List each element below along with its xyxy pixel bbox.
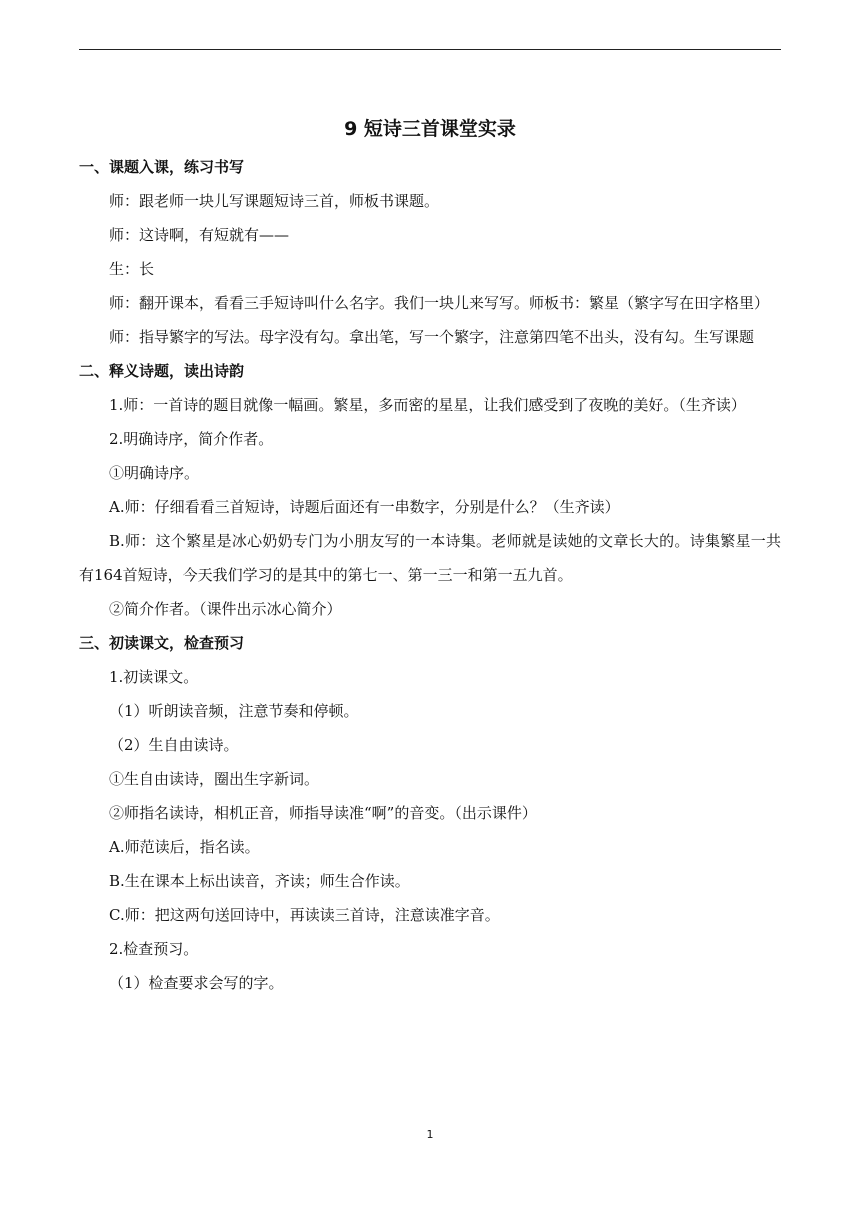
paragraph: 2.检查预习。 [109, 940, 199, 958]
paragraph: ①生自由读诗，圈出生字新词。 [109, 770, 320, 788]
paragraph: 师：翻开课本，看看三手短诗叫什么名字。我们一块儿来写写。师板书：繁星（繁字写在田字格里） [109, 294, 770, 312]
paragraph: （1）检查要求会写的字。 [109, 974, 284, 992]
header-rule [79, 49, 781, 50]
section-heading: 一、课题入课，练习书写 [79, 158, 245, 176]
paragraph: A.师范读后，指名读。 [109, 838, 260, 856]
paragraph: 师：这诗啊，有短就有—— [109, 226, 290, 244]
document-body [79, 112, 781, 1000]
paragraph: （1）听朗读音频，注意节奏和停顿。 [109, 702, 359, 720]
section-heading: 三、初读课文，检查预习 [79, 634, 245, 652]
document-title: 9 短诗三首课堂实录 [344, 118, 516, 140]
paragraph: A.师：仔细看看三首短诗，诗题后面还有一串数字，分别是什么？（生齐读） [109, 498, 620, 516]
paragraph: B.师：这个繁星是冰心奶奶专门为小朋友写的一本诗集。老师就是读她的文章长大的。诗集繁星一共有164首短诗，今天我们学习的是其中的第七一、第一三一和第一五九首。 [79, 532, 781, 584]
paragraph: 师：跟老师一块儿写课题短诗三首，师板书课题。 [109, 192, 440, 210]
page-number: 1 [426, 1128, 434, 1141]
paragraph: ①明确诗序。 [109, 464, 200, 482]
paragraph: 1.初读课文。 [109, 668, 199, 686]
paragraph: 1.师：一首诗的题目就像一幅画。繁星，多而密的星星，让我们感受到了夜晚的美好。（生齐读） [109, 396, 746, 414]
paragraph: 师：指导繁字的写法。母字没有勾。拿出笔，写一个繁字，注意第四笔不出头，没有勾。生写课题 [109, 328, 755, 346]
paragraph: B.生在课本上标出读音，齐读；师生合作读。 [109, 872, 410, 890]
paragraph: 2.明确诗序，简介作者。 [109, 430, 274, 448]
paragraph: ②简介作者。（课件出示冰心简介） [109, 600, 342, 618]
paragraph: C.师：把这两句送回诗中，再读读三首诗，注意读准字音。 [109, 906, 500, 924]
paragraph: （2）生自由读诗。 [109, 736, 239, 754]
section-heading: 二、释义诗题，读出诗韵 [79, 362, 245, 380]
paragraph: 生：长 [109, 260, 155, 278]
document-blocks [79, 150, 781, 1000]
paragraph: ②师指名读诗，相机正音，师指导读准“啊”的音变。（出示课件） [109, 804, 537, 822]
